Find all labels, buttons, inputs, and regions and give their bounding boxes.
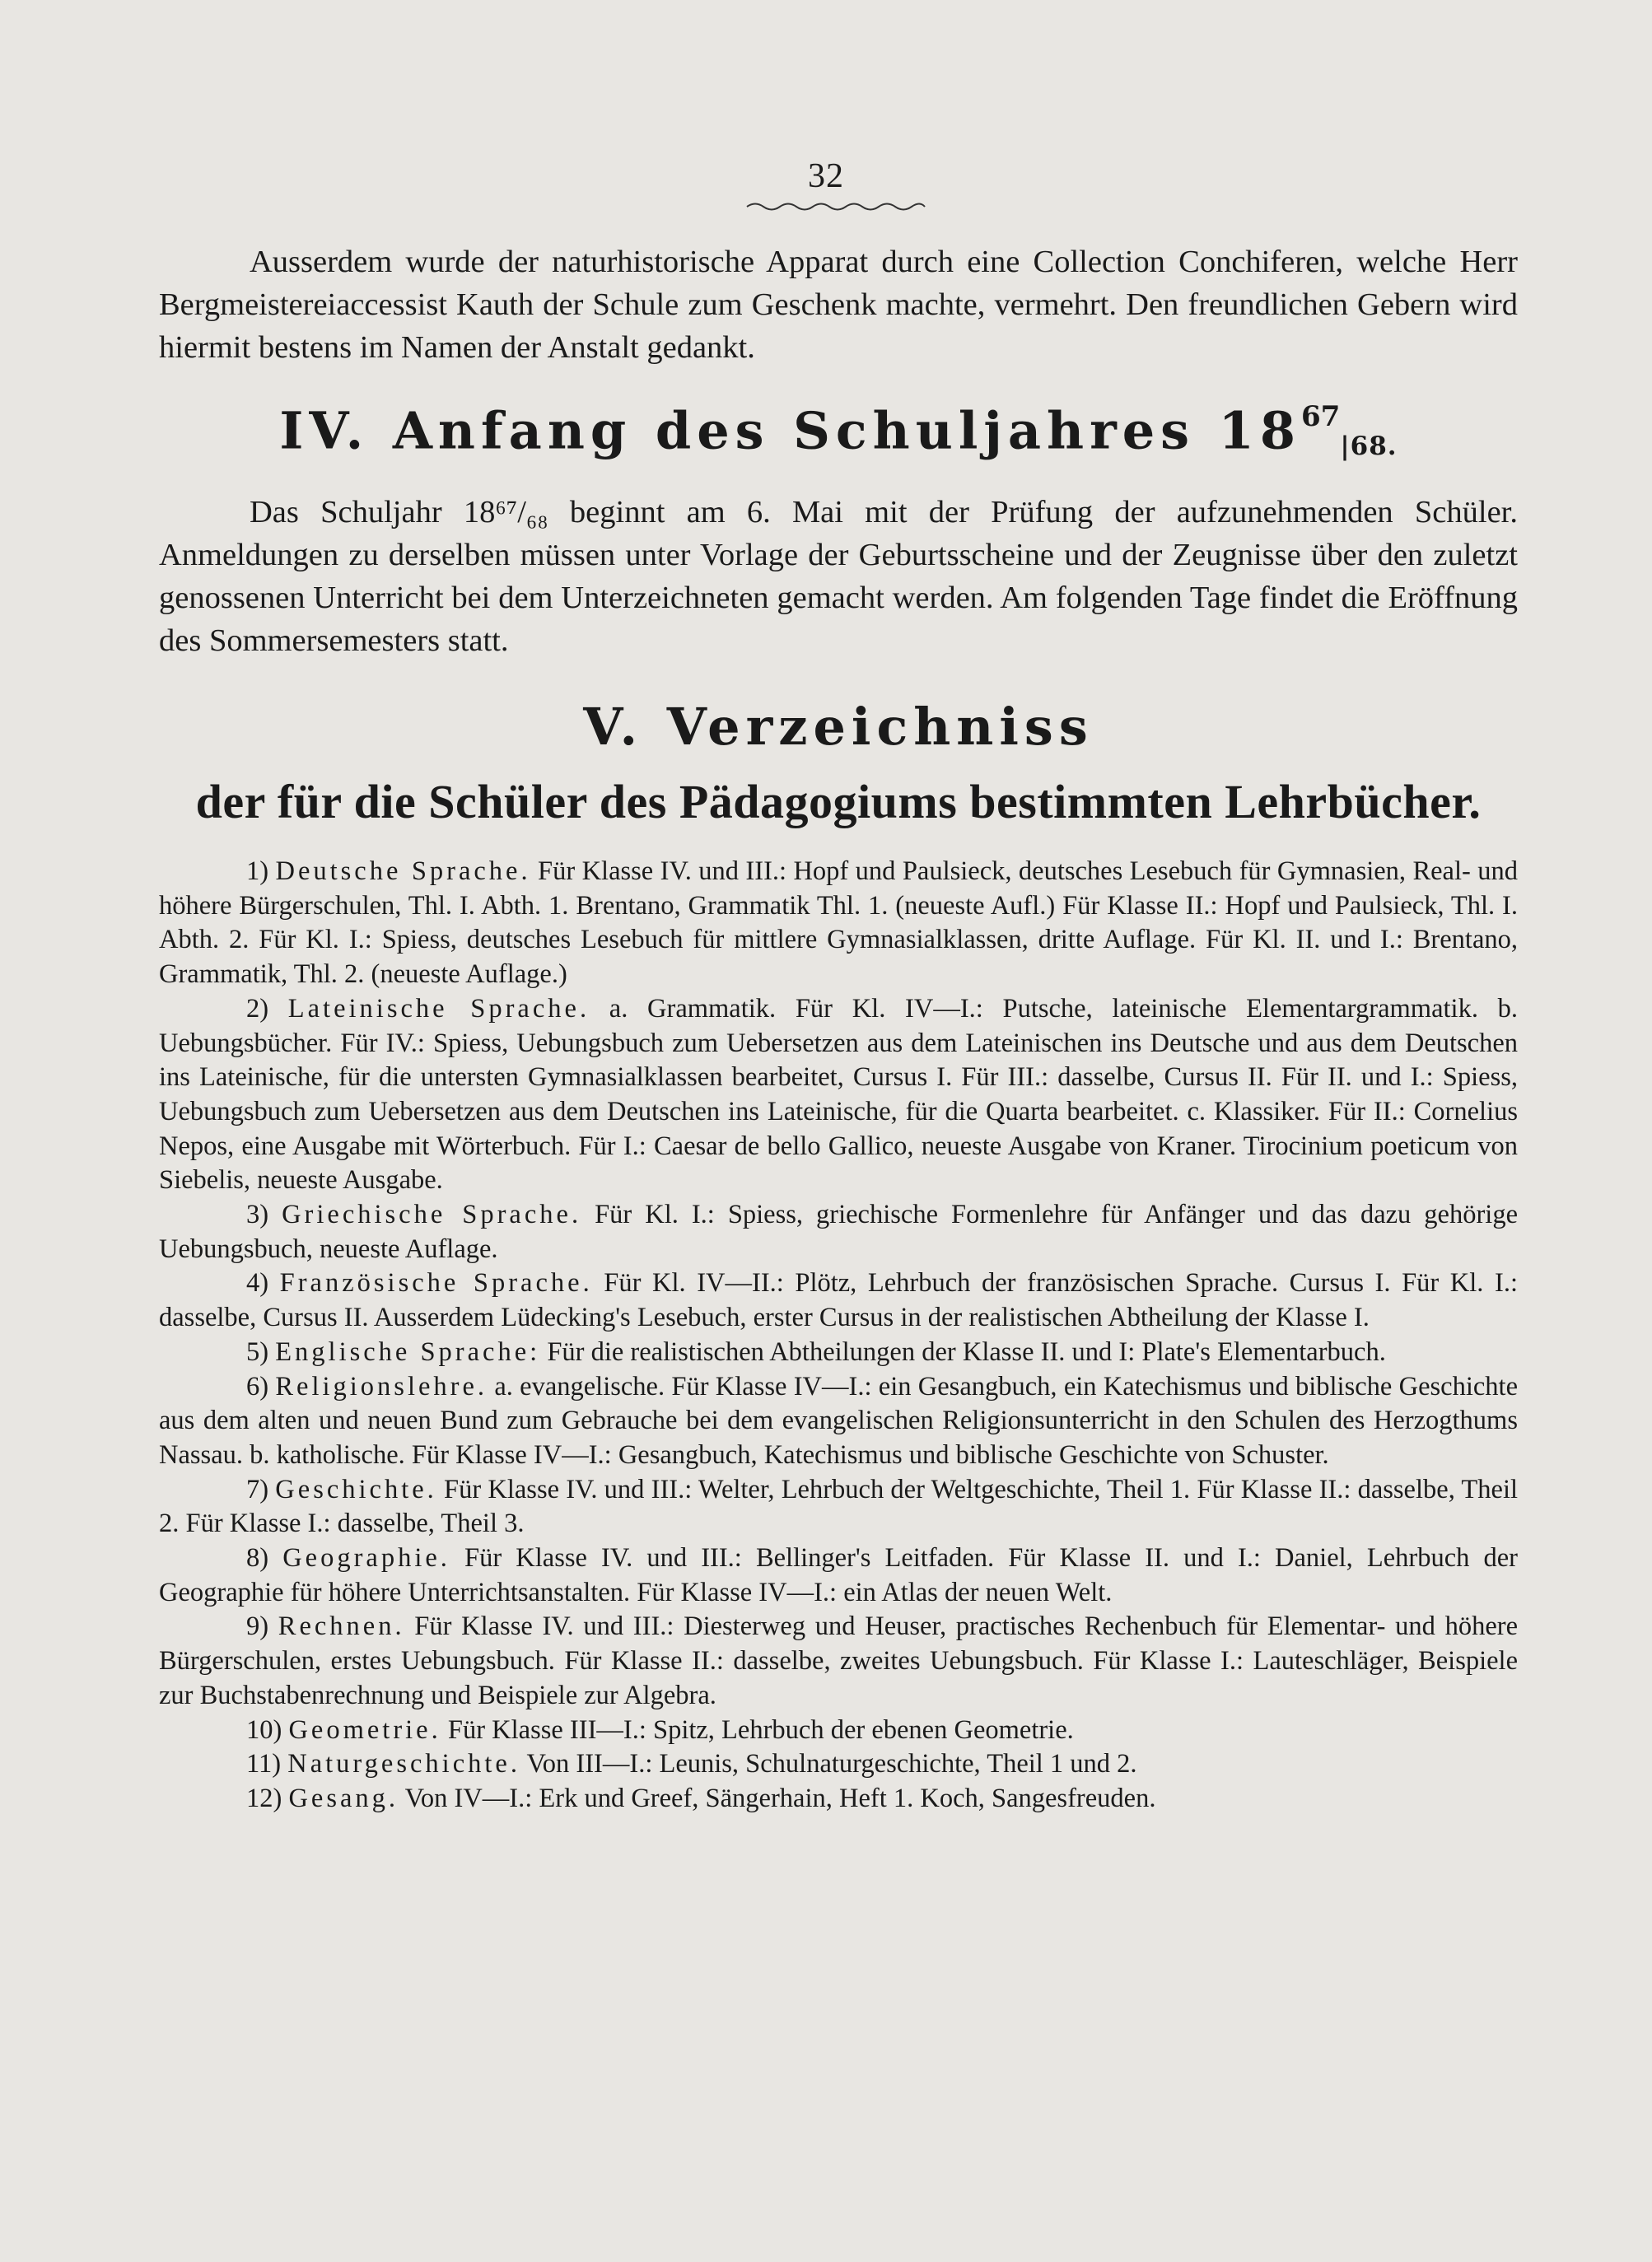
entry-subject: Naturgeschichte. xyxy=(287,1749,520,1779)
entry-number: 10) xyxy=(246,1714,282,1745)
entry-number: 9) xyxy=(246,1611,269,1642)
entry-text: Für die realistischen Abtheilungen der Klasse II. und I: Plate's Elementarbuch. xyxy=(547,1336,1386,1367)
entry-number: 8) xyxy=(246,1543,269,1574)
section-iv-year-tail: |68. xyxy=(1340,431,1398,462)
section-iv-heading xyxy=(159,400,1518,461)
entry-text: Für Klasse IV. und III.: Diesterweg und Heuser, practisches Rechenbuch für Elementar- und höhere Bürgerschulen, erstes Uebungsbuch. Für Klasse II.: dasselbe, zweites Uebungsbuch. Für Klasse I.: Lauteschläger, Beispiele zur Buchstabenrechnung und Beispiele zur Algebra. xyxy=(159,1611,1518,1710)
entry-subject: Englische Sprache: xyxy=(275,1336,541,1367)
page-number-flourish xyxy=(745,201,926,212)
entry-text: Für Kl. IV—II.: Plötz, Lehrbuch der französischen Sprache. Cursus I. Für Kl. I.: dasselbe, Cursus II. Ausserdem Lüdecking's Lesebuch, erster Cursus in der realistischen Abtheilung der Klasse I. xyxy=(159,1268,1518,1333)
entry-number: 5) xyxy=(246,1336,269,1367)
textbook-entry-2 xyxy=(159,992,1518,1198)
entry-text: a. Grammatik. Für Kl. IV—I.: Putsche, lateinische Elementargrammatik. b. Uebungsbücher. Für IV.: Spiess, Uebungsbuch zum Uebersetzen aus dem Lateinischen ins Deutsche und aus dem Deutschen ins Lateinische, für die untersten Gymnasialklassen bearbeitet, Cursus I. Für III.: dasselbe, Cursus II. Für II. und I.: Spiess, Uebungsbuch zum Uebersetzen aus dem Deutschen ins Lateinische, für die Quarta bearbeitet. c. Klassiker. Für II.: Cornelius Nepos, eine Ausgabe mit Wörterbuch. Für I.: Caesar de bello Gallico, neueste Ausgabe von Kraner. Tirocinium poeticum von Siebelis, neueste Ausgabe. xyxy=(159,993,1519,1196)
entry-number: 12) xyxy=(246,1783,282,1813)
section-iv-year-superscript: 67 xyxy=(1300,400,1341,433)
entry-number: 6) xyxy=(246,1371,269,1402)
entry-number: 4) xyxy=(246,1268,269,1299)
textbook-entry-11 xyxy=(159,1747,1518,1782)
entry-text: Für Klasse IV. und III.: Bellinger's Leitfaden. Für Klasse II. und I.: Daniel, Lehrbuch der Geographie für höhere Unterrichtsanstalten. Für Klasse IV—I.: ein Atlas der neuen Welt. xyxy=(159,1543,1519,1607)
entry-subject: Deutsche Sprache. xyxy=(275,856,531,886)
entry-subject: Geometrie. xyxy=(288,1714,441,1745)
textbook-entry-7 xyxy=(159,1473,1518,1541)
entry-text: Für Klasse IV. und III.: Welter, Lehrbuch der Weltgeschichte, Theil 1. Für Klasse II.: dasselbe, Theil 2. Für Klasse I.: dasselbe, Theil 3. xyxy=(159,1474,1519,1539)
entry-text: Für Klasse III—I.: Spitz, Lehrbuch der ebenen Geometrie. xyxy=(447,1714,1074,1745)
intro-paragraph: Ausserdem wurde der naturhistorische Apparat durch eine Collection Conchiferen, welche Herr Bergmeistereiaccessist Kauth der Schule zum Geschenk machte, vermehrt. Den freundlichen Gebern wird hiermit bestens im Namen der Anstalt gedankt. xyxy=(159,245,1518,365)
entry-text: Von IV—I.: Erk und Greef, Sängerhain, Heft 1. Koch, Sangesfreuden. xyxy=(404,1783,1156,1813)
entry-text: Für Klasse IV. und III.: Hopf und Paulsieck, deutsches Lesebuch für Gymnasien, Real- und höhere Bürgerschulen, Thl. I. Abth. 1. Brentano, Grammatik Thl. 1. (neueste Aufl.) Für Klasse II.: Hopf und Paulsieck, Thl. I. Abth. 2. Für Kl. I.: Spiess, deutsches Lesebuch für mittlere Gymnasialklassen, dritte Auflage. Für Kl. II. und I.: Brentano, Grammatik, Thl. 2. (neueste Auflage.) xyxy=(159,856,1518,990)
page-number: 32 xyxy=(808,157,844,195)
textbook-entry-1 xyxy=(159,855,1518,992)
entry-number: 1) xyxy=(246,856,269,886)
entry-subject: Rechnen. xyxy=(278,1611,405,1642)
entry-subject: Gesang. xyxy=(288,1783,399,1813)
textbook-list xyxy=(159,855,1518,1817)
entry-text: Von III—I.: Leunis, Schulnaturgeschichte, Theil 1 und 2. xyxy=(526,1749,1137,1779)
entry-number: 11) xyxy=(246,1749,282,1779)
entry-number: 7) xyxy=(246,1474,269,1504)
entry-text: Für Kl. I.: Spiess, griechische Formenlehre für Anfänger und das dazu gehörige Uebungsbuch, neueste Auflage. xyxy=(159,1200,1518,1264)
entry-number: 3) xyxy=(246,1200,269,1230)
textbook-entry-6 xyxy=(159,1370,1518,1473)
textbook-entry-10 xyxy=(159,1714,1518,1748)
entry-subject: Lateinische Sprache. xyxy=(287,993,590,1024)
entry-subject: Geschichte. xyxy=(275,1474,437,1504)
entry-subject: Religionslehre. xyxy=(275,1371,488,1402)
entry-subject: Geographie. xyxy=(282,1543,450,1574)
entry-subject: Französische Sprache. xyxy=(279,1268,593,1299)
entry-number: 2) xyxy=(246,993,269,1024)
entry-text: a. evangelische. Für Klasse IV—I.: ein Gesangbuch, ein Katechismus und biblische Geschichte aus dem alten und neuen Bund zum Gebrauche bei dem evangelischen Religionsunterricht in den Schulen des Herzogthums Nassau. b. katholische. Für Klasse IV—I.: Gesangbuch, Katechismus und biblische Geschichte von Schuster. xyxy=(159,1371,1518,1470)
section-v-subtitle: der für die Schüler des Pädagogiums bestimmten Lehrbücher. xyxy=(195,775,1482,828)
textbook-entry-12 xyxy=(159,1782,1518,1817)
textbook-entry-9 xyxy=(159,1610,1518,1713)
textbook-entry-8 xyxy=(159,1541,1518,1610)
section-v-heading: V. Verzeichniss xyxy=(583,697,1094,757)
textbook-entry-4 xyxy=(159,1266,1518,1335)
textbook-entry-5 xyxy=(159,1336,1518,1370)
section-iv-heading-text: IV. Anfang des Schuljahres 18 xyxy=(279,400,1301,461)
textbook-entry-3 xyxy=(159,1198,1518,1266)
entry-subject: Griechische Sprache. xyxy=(282,1200,582,1230)
school-year-paragraph: Das Schuljahr 18⁶⁷/₆₈ beginnt am 6. Mai mit der Prüfung der aufzunehmenden Schüler. Anmeldungen zu derselben müssen unter Vorlage der Geburtsscheine und der Zeugnisse über den zuletzt genossenen Unterricht bei dem Unterzeichneten gemacht werden. Am folgenden Tage findet die Eröffnung des Sommersemesters statt. xyxy=(159,495,1518,658)
